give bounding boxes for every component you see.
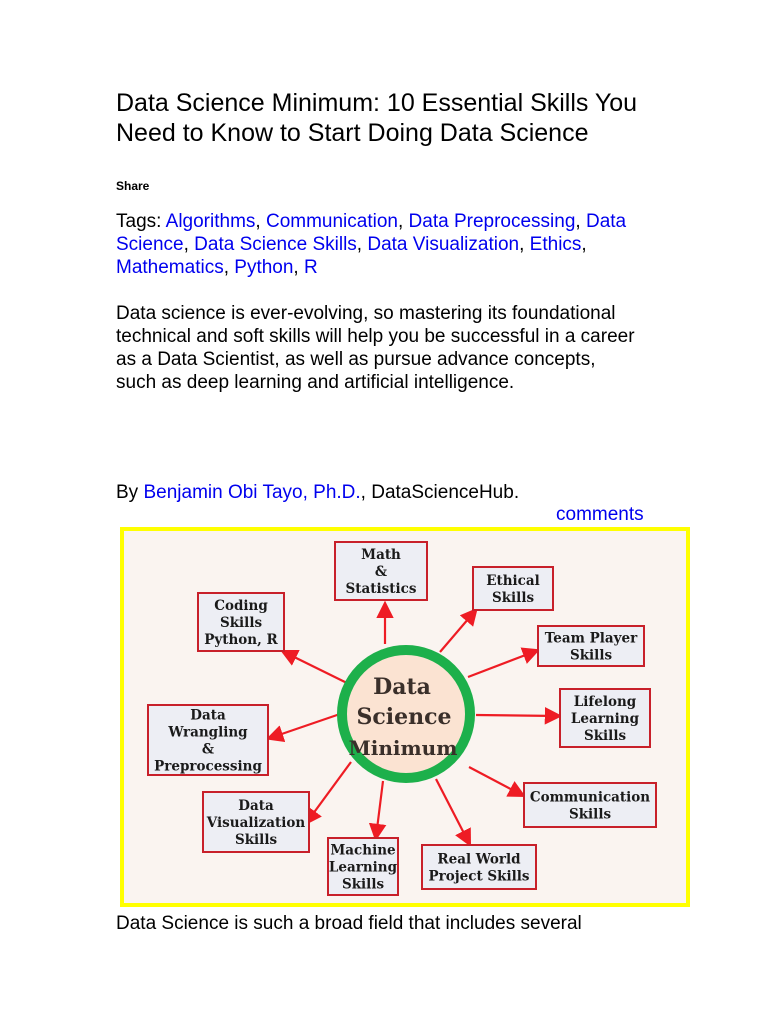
continuation-text: Data Science is such a broad field that includes several — [116, 913, 582, 934]
tag-link[interactable]: Data Visualization — [367, 234, 520, 255]
skill-label-line: & — [201, 741, 215, 758]
skill-label-line: Math — [361, 547, 401, 563]
skill-box-math-statistics — [335, 542, 427, 600]
comments-link[interactable]: comments — [556, 504, 644, 525]
byline-prefix: By — [116, 482, 139, 503]
skill-box-machine-learning-skills — [328, 838, 398, 895]
skill-label-line: Learning — [570, 711, 640, 727]
skill-label-line: Statistics — [345, 581, 417, 597]
skill-label-line: Skills — [568, 806, 612, 823]
skill-label-line: & — [374, 564, 388, 580]
center-circle — [342, 650, 470, 778]
skill-label-line: Real World — [437, 851, 521, 868]
skill-label-line: Project Skills — [428, 868, 530, 885]
skill-label-line: Ethical — [486, 573, 540, 589]
tags-line: Tags: Algorithms, Communication, Data Preprocessing, Data Science, Data Science Skills, Data Visualization, Ethics, Mathematics, Python, R — [116, 211, 627, 278]
skill-label-line: Skills — [491, 590, 535, 606]
byline — [116, 481, 519, 504]
skill-label-line: Coding — [214, 598, 268, 614]
skills-diagram — [120, 527, 690, 907]
center-line: Minimum — [348, 736, 458, 760]
skill-label-line: Data — [190, 707, 226, 724]
article-title: Data Science Minimum: 10 Essential Skills You Need to Know to Start Doing Data Science — [116, 89, 638, 147]
skill-label-line: Skills — [569, 647, 613, 664]
skill-label-line: Python, R — [204, 632, 278, 648]
tag-link[interactable]: Mathematics — [116, 257, 224, 278]
tag-link[interactable]: R — [303, 257, 318, 278]
center-line: Data — [373, 674, 431, 700]
tag-link[interactable]: Communication — [265, 211, 398, 232]
share-link[interactable]: Share — [116, 179, 150, 193]
tag-link[interactable]: Data Preprocessing — [408, 211, 576, 232]
tag-link[interactable]: Data Science Skills — [194, 234, 357, 255]
tag-link[interactable]: Python — [234, 257, 294, 278]
skill-box-real-world-project-skills — [422, 845, 536, 889]
skill-label-line: Communication — [529, 789, 651, 806]
skill-label-line: Team Player — [544, 630, 638, 647]
arrow-lifelong-learning-skills — [476, 715, 558, 716]
intro-paragraph: Data science is ever-evolving, so mastering its foundational technical and soft skills will help you be successful in a career as a Data Scientist, as well as pursue advance concepts, such as deep learning and artificial intelligence. — [116, 303, 635, 393]
center-line: Science — [356, 704, 452, 730]
skill-box-data-visualization-skills — [203, 792, 309, 852]
skill-box-lifelong-learning-skills — [560, 689, 650, 747]
skill-label-line: Preprocessing — [154, 758, 262, 775]
skill-box-communication-skills — [524, 783, 656, 827]
skill-label-line: Skills — [219, 615, 263, 631]
author-link[interactable]: Benjamin Obi Tayo, Ph.D. — [143, 482, 361, 503]
skill-label-line: Skills — [234, 832, 278, 848]
skill-box-data-wrangling-preprocessing — [148, 705, 268, 775]
tag-link[interactable]: Algorithms — [165, 211, 256, 232]
skill-label-line: Skills — [583, 728, 627, 744]
skill-label-line: Machine — [330, 842, 396, 859]
tag-link[interactable]: Ethics — [529, 234, 582, 255]
skill-label-line: Lifelong — [573, 694, 637, 710]
skill-label-line: Skills — [341, 876, 385, 893]
tags-label: Tags: — [116, 211, 162, 232]
skill-label-line: Wrangling — [168, 724, 248, 741]
skill-box-team-player-skills — [538, 626, 644, 666]
skill-box-coding-skills — [198, 593, 284, 651]
skill-label-line: Learning — [328, 859, 398, 876]
skill-label-line: Data — [238, 798, 274, 814]
tag-link[interactable]: Data Science — [116, 211, 627, 255]
byline-source: , DataScienceHub. — [360, 482, 520, 503]
skill-box-ethical-skills — [473, 567, 553, 610]
skill-label-line: Visualization — [206, 815, 306, 831]
